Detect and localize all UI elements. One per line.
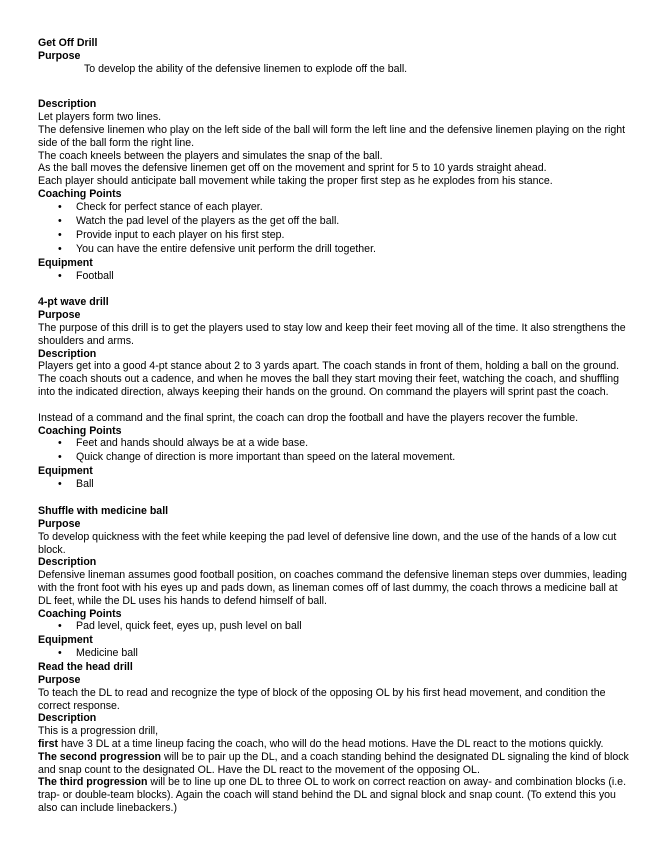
description-paragraph: Players get into a good 4-pt stance about 2 to 3 yards apart. The coach stands in front of them, holding a ball on the ground. The coach shouts out a cadence, and when he moves the ball they start moving their feet, watching the coach, and shuffling into the indicated direction, always keeping their hands on the ground. On command the players will sprint past the coach.	[38, 360, 620, 399]
document-page	[38, 37, 630, 815]
list-item: • Medicine ball	[38, 647, 630, 660]
coaching-points-list	[38, 620, 630, 633]
list-item: • Check for perfect stance of each player.	[38, 201, 630, 214]
progression-label: The second progression	[38, 750, 162, 763]
equipment-heading: Equipment	[38, 634, 93, 647]
drill-title: Get Off Drill	[38, 37, 98, 49]
list-item: • Pad level, quick feet, eyes up, push level on ball	[38, 620, 630, 633]
coaching-points-list	[38, 437, 630, 464]
description-heading: Description	[38, 347, 97, 360]
section-read-the-head-drill	[38, 661, 630, 815]
coaching-points-heading: Coaching Points	[38, 187, 122, 200]
coaching-points-heading: Coaching Points	[38, 607, 122, 620]
progression-third	[38, 776, 630, 814]
list-item: • Quick change of direction is more important than speed on the lateral movement.	[38, 451, 630, 464]
progression-first	[38, 738, 630, 751]
list-item: • Football	[38, 270, 630, 283]
equipment-heading: Equipment	[38, 465, 93, 478]
section-4pt-wave-drill	[38, 296, 630, 491]
progression-text: will be to pair up the DL, and a coach standing behind the designated DL signaling the kind of block and snap count to the designated OL. Have the DL react to the movement of the opposing OL.	[38, 750, 629, 776]
drill-title: Read the head drill	[38, 661, 133, 674]
drill-title: 4-pt wave drill	[38, 296, 109, 309]
equipment-list	[38, 478, 630, 491]
progression-label: first	[38, 737, 59, 750]
coaching-points-heading: Coaching Points	[38, 424, 122, 437]
purpose-text: To develop the ability of the defensive linemen to explode off the ball.	[84, 62, 408, 75]
description-paragraph: Instead of a command and the final sprint, the coach can drop the football and have the players recover the fumble.	[38, 411, 579, 424]
description-line: The coach kneels between the players and simulates the snap of the ball.	[38, 149, 383, 162]
coaching-points-list	[38, 201, 630, 256]
purpose-heading: Purpose	[38, 309, 81, 322]
list-item: • Ball	[38, 478, 630, 491]
description-line: As the ball moves the defensive linemen get off on the movement and sprint for 5 to 10 yards straight ahead.	[38, 162, 547, 175]
purpose-heading: Purpose	[38, 518, 81, 530]
drill-title: Shuffle with medicine ball	[38, 505, 169, 518]
equipment-list	[38, 270, 630, 283]
purpose-text: The purpose of this drill is to get the players used to stay low and keep their feet moving all of the time. It also strengthens the shoulders and arms.	[38, 322, 626, 347]
progression-second	[38, 751, 630, 777]
list-item: • Watch the pad level of the players as the get off the ball.	[38, 215, 630, 228]
list-item: • Feet and hands should always be at a wide base.	[38, 437, 630, 450]
equipment-list	[38, 647, 630, 660]
progression-text: will be to line up one DL to three OL to work on correct reaction on away- and combination blocks (i.e. trap- or double-team blocks). Again the coach will stand behind the DL and signal block and snap count. (To extend this you also can include linebackers.)	[38, 776, 627, 814]
equipment-heading: Equipment	[38, 256, 93, 269]
list-item: • You can have the entire defensive unit perform the drill together.	[38, 243, 630, 256]
purpose-heading: Purpose	[38, 49, 81, 62]
progression-text: have 3 DL at a time lineup facing the coach, who will do the head motions. Have the DL react to the motions quickly.	[58, 737, 604, 750]
description-line: Each player should anticipate ball movement while taking the proper first step as he explodes from his stance.	[38, 175, 553, 188]
description-paragraph: Defensive lineman assumes good football position, on coaches command the defensive lineman steps over dummies, leading with the front foot with his eyes up and pads down, as lineman comes off of last dummy, the coach throws a medicine ball at DL feet, while the DL uses his hands to defend himself of ball.	[38, 569, 627, 607]
list-item: • Provide input to each player on his first step.	[38, 229, 630, 242]
description-heading: Description	[38, 98, 97, 111]
description-line: Let players form two lines.	[38, 111, 162, 124]
purpose-text: To teach the DL to read and recognize the type of block of the opposing OL by his first head movement, and condition the correct response.	[38, 686, 606, 712]
description-line: The defensive linemen who play on the left side of the ball will form the left line and the defensive linemen playing on the right side of the ball form the right line.	[38, 123, 626, 149]
progression-label: The third progression	[38, 776, 148, 789]
section-get-off-drill	[38, 37, 630, 282]
purpose-heading: Purpose	[38, 673, 81, 686]
description-intro: This is a progression drill,	[38, 725, 159, 738]
description-heading: Description	[38, 556, 97, 569]
purpose-text: To develop quickness with the feet while keeping the pad level of defensive line down, and the use of the hands of a low cut block.	[38, 530, 617, 556]
section-shuffle-medicine-ball	[38, 505, 630, 660]
description-heading: Description	[38, 712, 97, 725]
